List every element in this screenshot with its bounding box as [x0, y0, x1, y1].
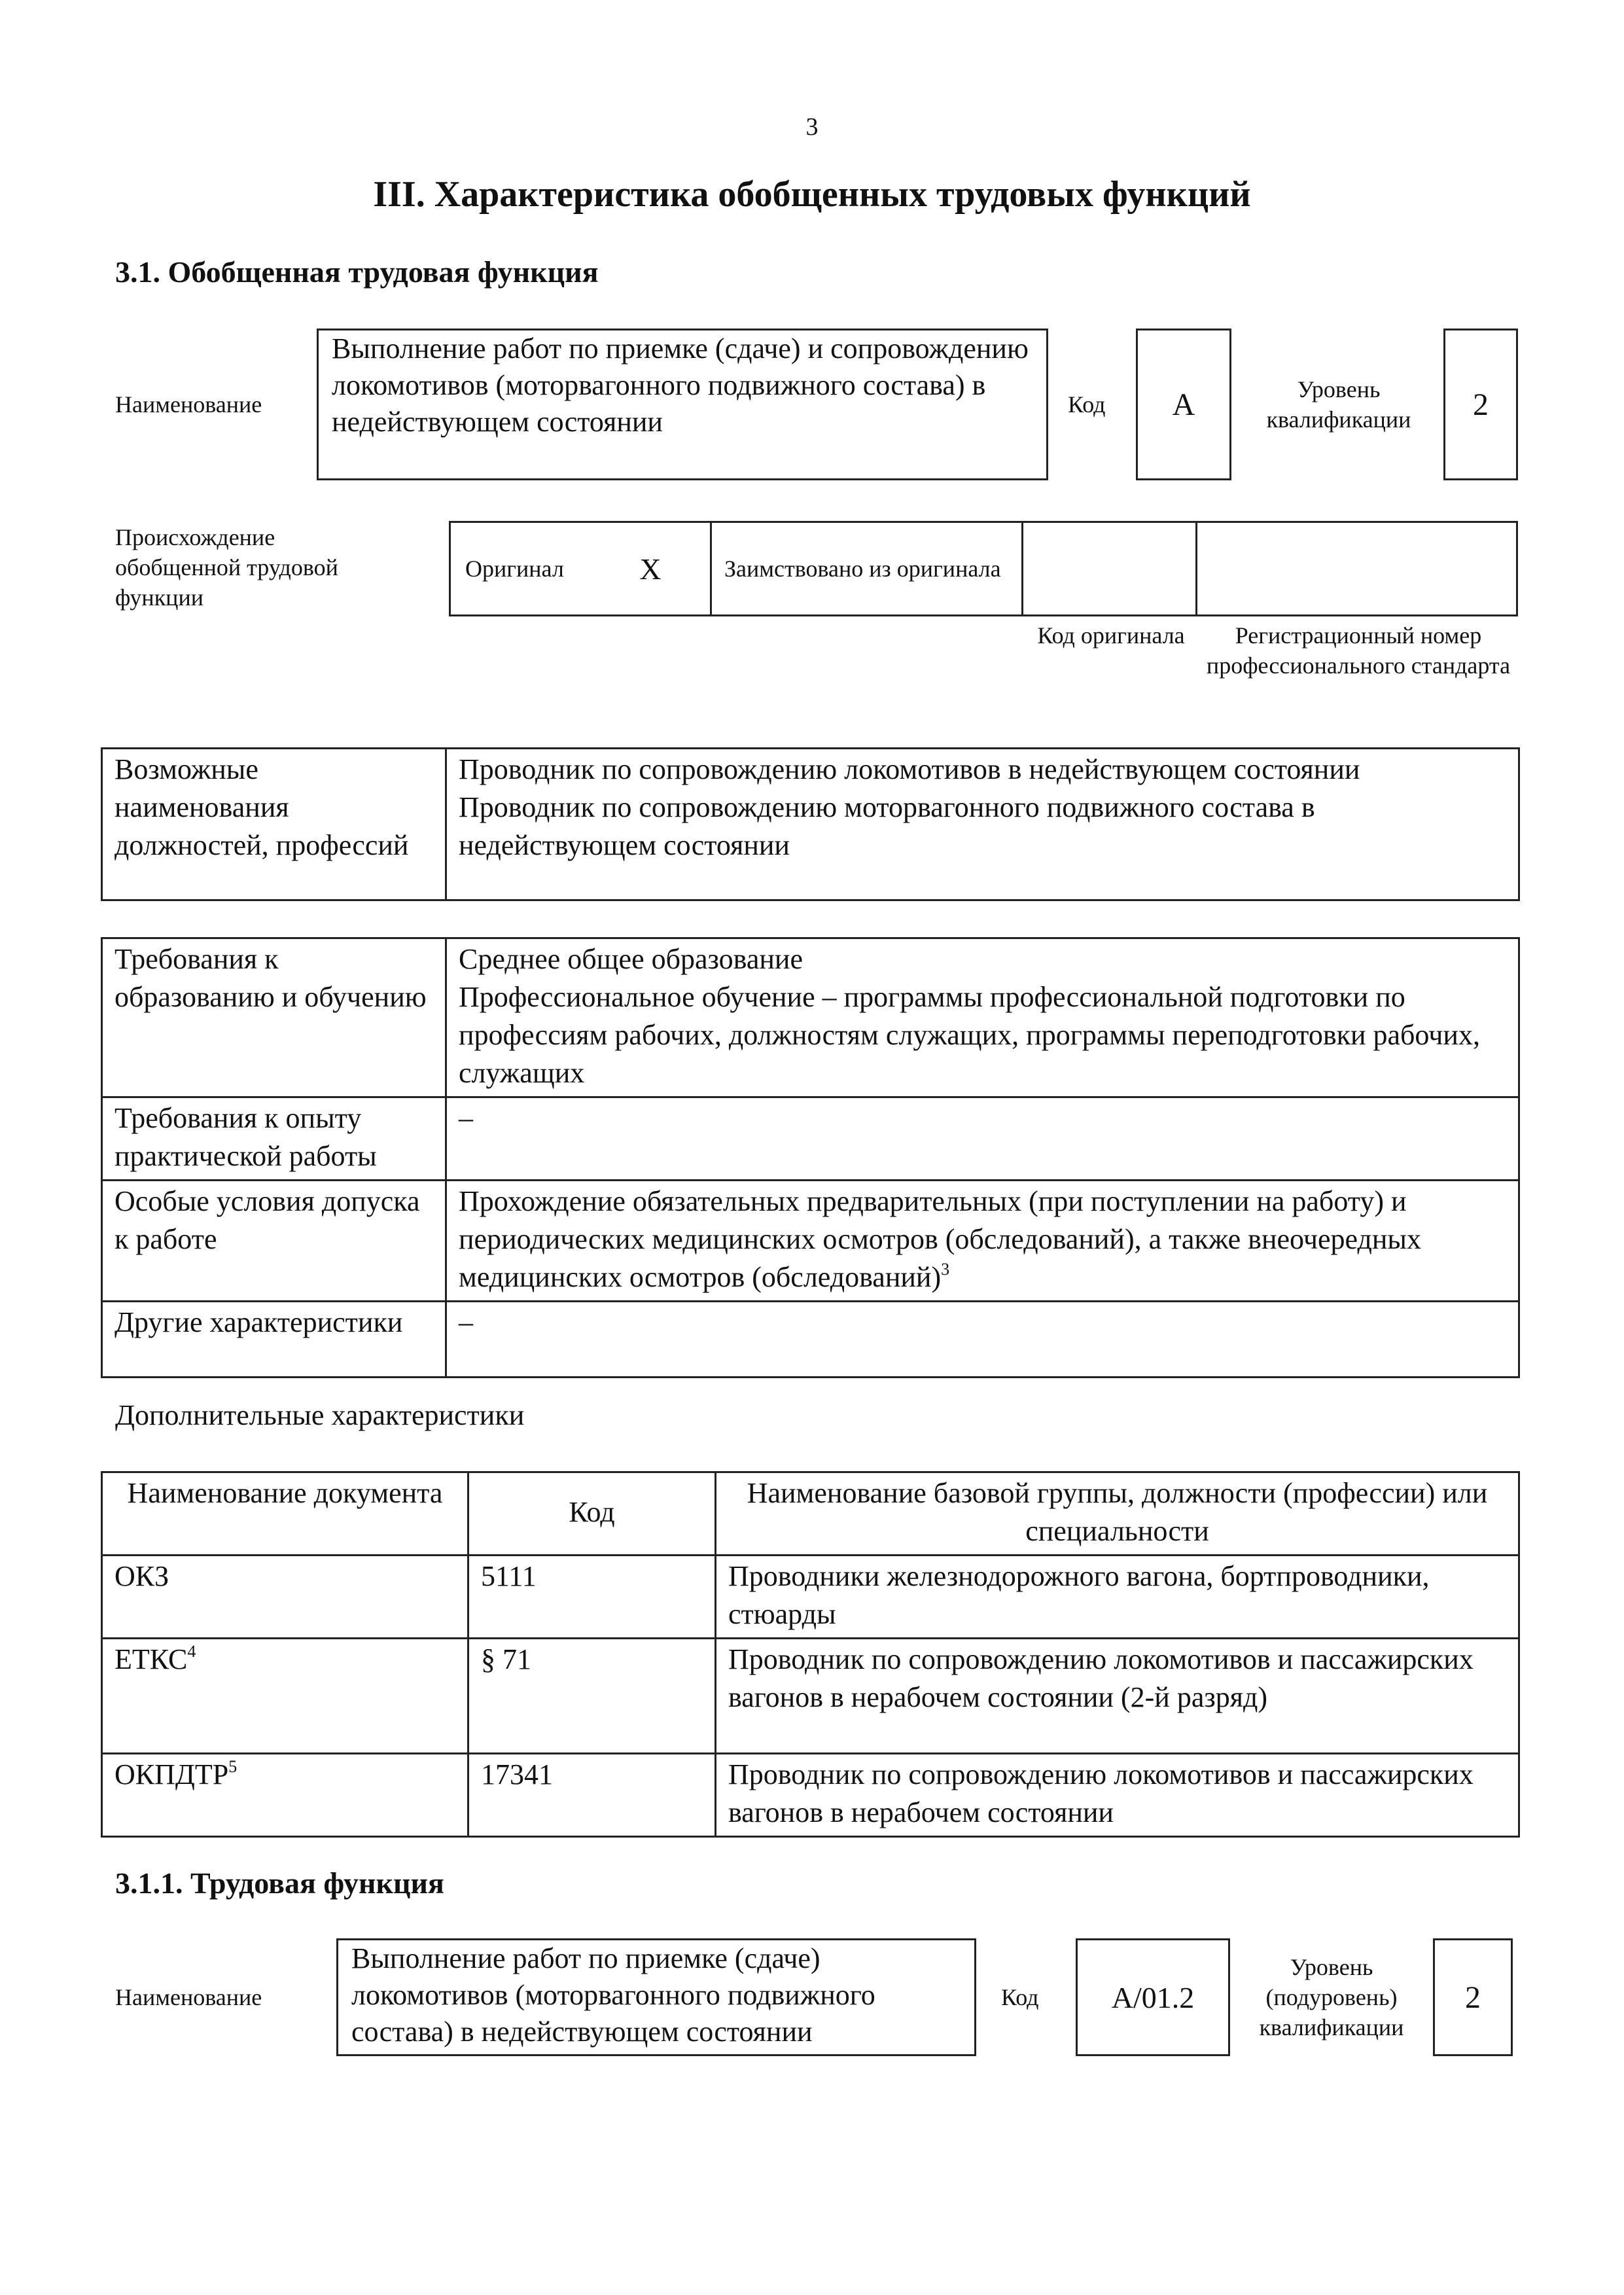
tf-name-box	[336, 1938, 976, 2056]
tf-level-label: Уровень (подуровень) квалификации	[1259, 1954, 1404, 2040]
col-header-group: Наименование базовой группы, должности (профессии) или специальности	[716, 1472, 1519, 1556]
footnote-5: 5	[228, 1757, 238, 1776]
row-doc: ЕТКС$^4$	[102, 1639, 468, 1754]
education-value	[446, 938, 1519, 1097]
footnote-3: 3	[941, 1260, 950, 1279]
origin-original-mark: X	[639, 552, 662, 586]
row-code: 5111	[468, 1556, 716, 1639]
education-label: Требования к образованию и обучению	[102, 938, 446, 1097]
origin-label: Происхождение обобщенной трудовой функции	[115, 524, 338, 611]
positions-table	[101, 747, 1520, 901]
gtf-level-label: Уровень квалификации	[1266, 376, 1411, 433]
origin-original-label: Оригинал	[465, 556, 564, 582]
gtf-name-label: Наименование	[115, 391, 262, 418]
special-value	[446, 1181, 1519, 1302]
table-row	[102, 1754, 1519, 1837]
row-code: § 71	[468, 1639, 716, 1754]
other-label: Другие характеристики	[102, 1302, 446, 1378]
position-item: Проводник по сопровождению локомотивов в недействующем состоянии	[459, 753, 1360, 785]
row-code: 17341	[468, 1754, 716, 1837]
row-name: Проводники железнодорожного вагона, бортпроводники, стюарды	[716, 1556, 1519, 1639]
row-name: Проводник по сопровождению локомотивов и пассажирских вагонов в нерабочем состоянии (2-й разряд)	[716, 1639, 1519, 1754]
tf-name-value: Выполнение работ по приемке (сдаче) локомотивов (моторвагонного подвижного состава) в недействующем состоянии	[351, 1942, 875, 2048]
table-row	[102, 1556, 1519, 1639]
education-line: Профессиональное обучение – программы профессиональной подготовки по профессиям рабочих, должностям служащих, программы переподготовки рабочих, служащих	[459, 981, 1480, 1089]
requirements-table	[101, 937, 1520, 1378]
row-doc: ОКПДТР$^5$	[102, 1754, 468, 1837]
tf-heading: 3.1.1. Трудовая функция	[115, 1866, 444, 1900]
origin-divider	[1021, 523, 1023, 614]
row-name: Проводник по сопровождению локомотивов и пассажирских вагонов в нерабочем состоянии	[716, 1754, 1519, 1837]
gtf-level-value: 2	[1443, 329, 1518, 480]
position-item: Проводник по сопровождению моторвагонного подвижного состава в недействующем состоянии	[459, 791, 1315, 861]
special-text: Прохождение обязательных предварительных (при поступлении на работу) и периодических медицинских осмотров (обследований), а также внеочередных медицинских осмотров (обследований)	[459, 1185, 1421, 1293]
gtf-heading: 3.1. Обобщенная трудовая функция	[115, 255, 599, 289]
page-number: 3	[805, 113, 819, 141]
special-label: Особые условия допуска к работе	[102, 1181, 446, 1302]
other-value: –	[446, 1302, 1519, 1378]
tf-name-label: Наименование	[115, 1984, 262, 2010]
gtf-code-label: Код	[1068, 391, 1106, 418]
origin-borrowed-label: Заимствовано из оригинала	[724, 556, 1001, 582]
additional-heading: Дополнительные характеристики	[115, 1399, 525, 1431]
origin-divider	[1195, 523, 1197, 614]
additional-table	[101, 1471, 1520, 1838]
gtf-code-value: А	[1136, 329, 1231, 480]
gtf-name-value: Выполнение работ по приемке (сдаче) и сопровождению локомотивов (моторвагонного подвижного состава) в недействующем состоянии	[332, 332, 1029, 438]
col-header-code: Код	[468, 1472, 716, 1556]
origin-divider	[710, 523, 712, 614]
table-row	[102, 1639, 1519, 1754]
tf-level-value: 2	[1433, 1938, 1513, 2056]
gtf-name-box	[317, 329, 1048, 480]
col-header-document: Наименование документа	[102, 1472, 468, 1556]
experience-value: –	[446, 1097, 1519, 1181]
experience-label: Требования к опыту практической работы	[102, 1097, 446, 1181]
tf-code-value: А/01.2	[1076, 1938, 1230, 2056]
section-title: III. Характеристика обобщенных трудовых функций	[373, 174, 1251, 215]
positions-value	[446, 749, 1519, 900]
origin-table	[449, 521, 1518, 616]
footnote-4: 4	[187, 1642, 196, 1661]
education-line: Среднее общее образование	[459, 943, 803, 975]
tf-code-label: Код	[1001, 1984, 1039, 2010]
code-original-label: Код оригинала	[1037, 622, 1185, 649]
positions-label: Возможные наименования должностей, профессий	[102, 749, 446, 900]
reg-number-label: Регистрационный номер профессионального стандарта	[1206, 622, 1511, 679]
row-doc: ОКЗ	[102, 1556, 468, 1639]
